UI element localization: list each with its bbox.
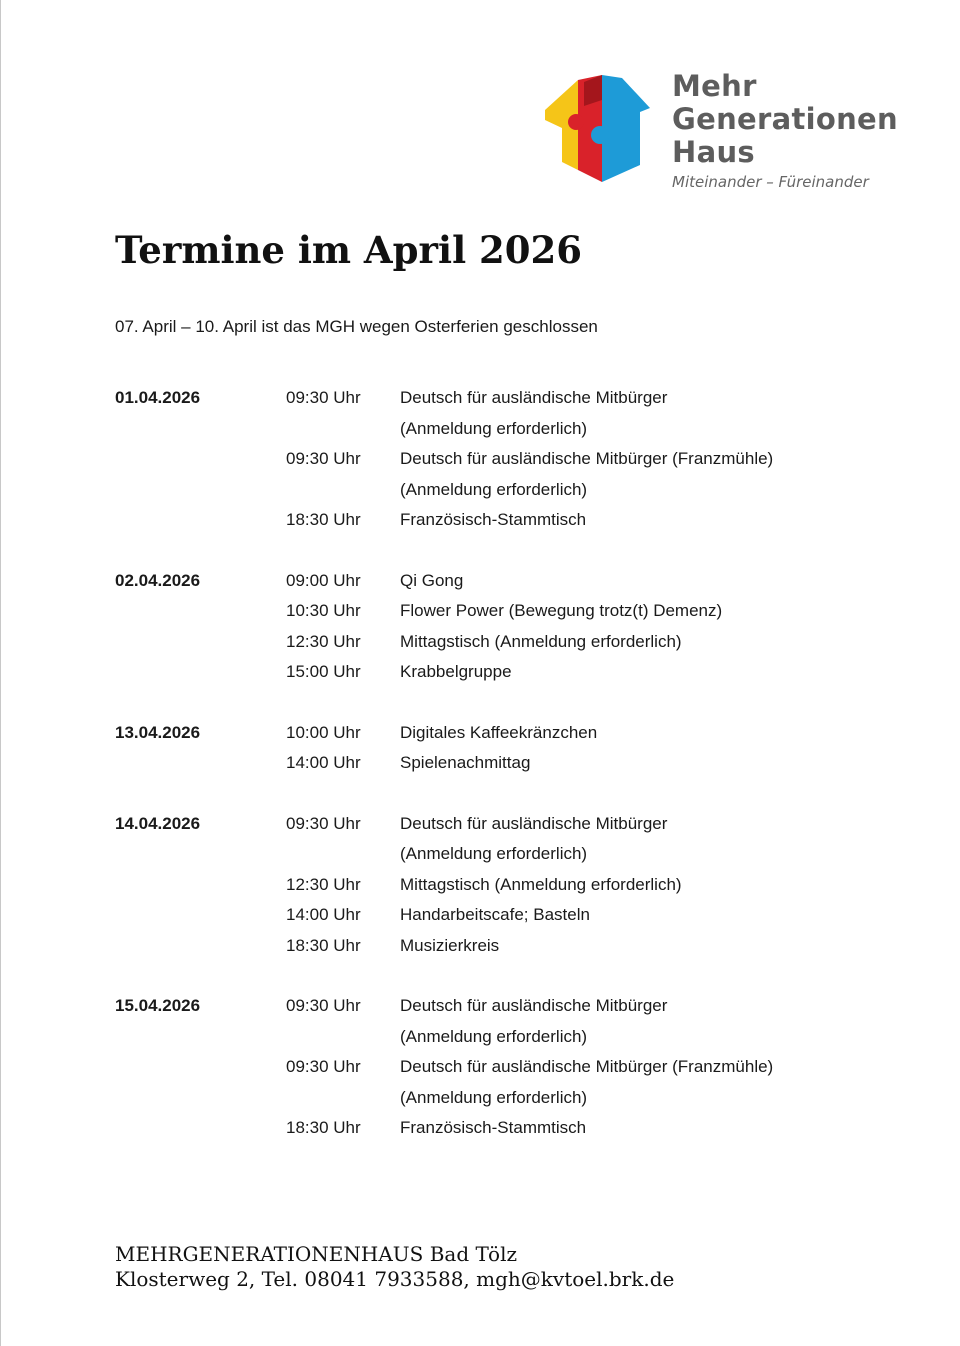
footer-contact: Klosterweg 2, Tel. 08041 7933588, mgh@kvtoel.brk.de: [115, 1267, 675, 1291]
event-description: Krabbelgruppe: [400, 662, 512, 681]
schedule-row: [115, 1115, 875, 1146]
schedule-row: [115, 659, 875, 690]
schedule-row: [115, 720, 875, 751]
event-time: 10:00 Uhr: [286, 722, 361, 742]
event-time: 12:30 Uhr: [286, 631, 361, 651]
event-date: 13.04.2026: [115, 722, 201, 742]
house-puzzle-icon: [540, 70, 655, 185]
schedule-row: [115, 629, 875, 660]
schedule-row: [115, 507, 875, 538]
event-description: Qi Gong: [400, 570, 464, 590]
event-description: Französisch-Stammtisch: [400, 1118, 587, 1137]
schedule-row: [115, 1024, 875, 1055]
schedule-day: [115, 811, 875, 964]
event-time: 09:30 Uhr: [286, 996, 361, 1015]
page-edge: [0, 0, 1, 1346]
event-description: Deutsch für ausländische Mitbürger: [400, 813, 668, 833]
schedule-row: [115, 811, 875, 842]
event-description: Digitales Kaffeekränzchen: [400, 722, 598, 742]
page-title: Termine im April 2026: [115, 228, 582, 272]
event-time: 09:00 Uhr: [286, 570, 361, 590]
schedule-row: [115, 841, 875, 872]
event-time: 18:30 Uhr: [286, 935, 361, 955]
schedule-day: [115, 568, 875, 690]
event-description: Handarbeitscafe; Basteln: [400, 905, 590, 924]
event-time: 18:30 Uhr: [286, 510, 361, 529]
schedule-row: [115, 933, 875, 964]
event-time: 18:30 Uhr: [286, 1118, 361, 1137]
event-time: 09:30 Uhr: [286, 449, 361, 468]
mgh-logo: [540, 69, 898, 195]
event-description: Deutsch für ausländische Mitbürger: [400, 388, 668, 407]
event-time: 14:00 Uhr: [286, 753, 361, 772]
logo-line-generationen: Generationen: [672, 102, 898, 136]
schedule-row: [115, 902, 875, 933]
event-date: 15.04.2026: [115, 996, 201, 1015]
schedule-row: [115, 598, 875, 629]
schedule-row: [115, 477, 875, 508]
event-description: Deutsch für ausländische Mitbürger: [400, 996, 668, 1015]
event-date: 01.04.2026: [115, 388, 201, 407]
event-time: 09:30 Uhr: [286, 1057, 361, 1076]
event-description: (Anmeldung erforderlich): [400, 1087, 588, 1107]
logo-tagline: Miteinander – Füreinander: [672, 173, 869, 191]
schedule-row: [115, 446, 875, 477]
event-description: Mittagstisch (Anmeldung erforderlich): [400, 874, 682, 894]
event-time: 12:30 Uhr: [286, 874, 361, 894]
event-date: 02.04.2026: [115, 570, 201, 590]
event-description: Musizierkreis: [400, 935, 500, 955]
schedule-day: [115, 720, 875, 781]
schedule-row: [115, 416, 875, 447]
schedule: [115, 385, 875, 1176]
schedule-day: [115, 993, 875, 1146]
event-description: (Anmeldung erforderlich): [400, 418, 588, 438]
logo-wordmark: [672, 70, 898, 191]
footer-organisation: MEHRGENERATIONENHAUS Bad Tölz: [115, 1242, 518, 1266]
event-time: 09:30 Uhr: [286, 813, 361, 833]
schedule-row: [115, 1054, 875, 1085]
event-time: 10:30 Uhr: [286, 601, 361, 620]
event-description: Deutsch für ausländische Mitbürger (Franzmühle): [400, 1057, 774, 1076]
event-description: (Anmeldung erforderlich): [400, 844, 588, 863]
event-description: Französisch-Stammtisch: [400, 510, 587, 529]
event-description: Mittagstisch (Anmeldung erforderlich): [400, 631, 682, 651]
footer-address: [115, 1242, 674, 1292]
event-description: (Anmeldung erforderlich): [400, 479, 588, 499]
schedule-row: [115, 385, 875, 416]
event-time: 09:30 Uhr: [286, 388, 361, 407]
closure-notice: 07. April – 10. April ist das MGH wegen Osterferien geschlossen: [115, 317, 598, 336]
schedule-row: [115, 750, 875, 781]
schedule-row: [115, 568, 875, 599]
event-time: 15:00 Uhr: [286, 662, 361, 681]
event-description: (Anmeldung erforderlich): [400, 1026, 588, 1046]
schedule-day: [115, 385, 875, 538]
schedule-row: [115, 993, 875, 1024]
logo-line-haus: Haus: [672, 135, 755, 169]
event-description: Flower Power (Bewegung trotz(t) Demenz): [400, 601, 723, 620]
schedule-row: [115, 872, 875, 903]
event-description: Deutsch für ausländische Mitbürger (Franzmühle): [400, 449, 774, 468]
event-description: Spielenachmittag: [400, 753, 531, 772]
event-date: 14.04.2026: [115, 813, 201, 833]
event-time: 14:00 Uhr: [286, 905, 361, 924]
logo-line-mehr: Mehr: [672, 69, 757, 103]
schedule-row: [115, 1085, 875, 1116]
